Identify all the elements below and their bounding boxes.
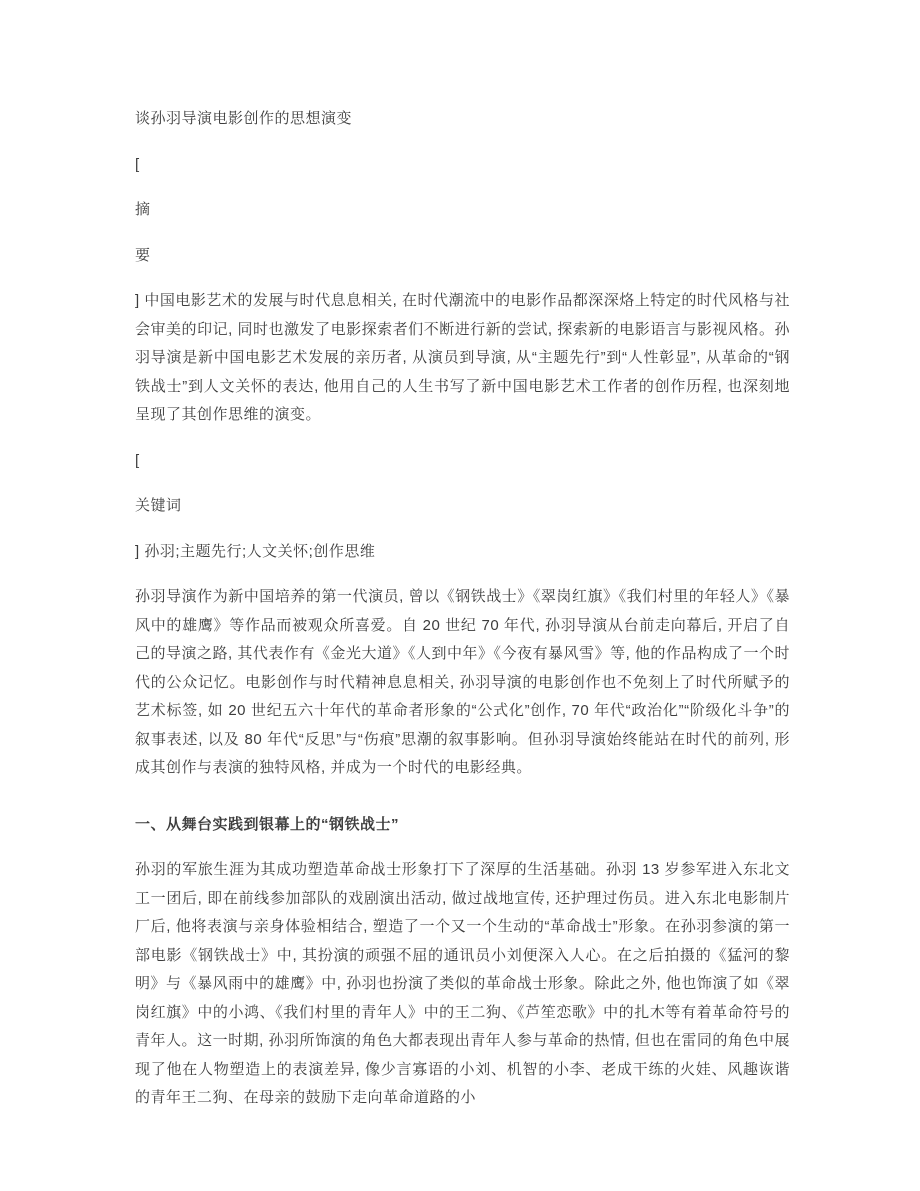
abstract-text: ] 中国电影艺术的发展与时代息息相关, 在时代潮流中的电影作品都深深烙上特定的时代风格与社会审美的印记, 同时也激发了电影探索者们不断进行新的尝试, 探索新的电影语言与影视风格。孙羽导演是新中国电影艺术发展的亲历者, 从演员到导演, 从“主题先行”到“人性彰显”, 从革命的“钢铁战士”到人文关怀的表达, 他用自己的人生书写了新中国电影艺术工作者的创作历程, 也深刻地呈现了其创作思维的演变。 (135, 292, 790, 423)
abstract-label-char-1: 摘 (135, 201, 151, 218)
abstract-label-char-2: 要 (135, 246, 151, 264)
section-1-paragraph: 孙羽的军旅生涯为其成功塑造革命战士形象打下了深厚的生活基础。孙羽 13 岁参军进入东北文工一团后, 即在前线参加部队的戏剧演出活动, 做过战地宣传, 还护理过伤员。进入东北电影制片厂后, 他将表演与亲身体验相结合, 塑造了一个又一个生动的“革命战士”形象。在孙羽参演的第一部电影《钢铁战士》中, 其扮演的顽强不屈的通讯员小刘便深入人心。在之后拍摄的《猛河的黎明》与《暴风雨中的雄鹰》中, 孙羽也扮演了类似的革命战士形象。除此之外, 他也饰演了如《翠岗红旗》中的小鸿、《我们村里的青年人》中的王二狗、《芦笙恋歌》中的扎木等有着革命符号的青年人。这一时期, 孙羽所饰演的角色大都表现出青年人参与革命的热情, 但也在雷同的角色中展现了他在人物塑造上的表演差异, 像少言寡语的小刘、机智的小李、老成干练的火娃、风趣诙谐的青年王二狗、在母亲的鼓励下走向革命道路的小 (135, 861, 790, 1106)
section-1-heading: 一、从舞台实践到银幕上的“钢铁战士” (135, 815, 400, 833)
keywords-text: ] 孙羽;主题先行;人文关怀;创作思维 (135, 542, 376, 560)
document-title: 谈孙羽导演电影创作的思想演变 (135, 110, 353, 127)
keywords-open-bracket: [ (135, 451, 140, 469)
keywords-label: 关键词 (135, 497, 182, 514)
intro-paragraph: 孙羽导演作为新中国培养的第一代演员, 曾以《钢铁战士》《翠岗红旗》《我们村里的年轻人》《暴风中的雄鹰》等作品而被观众所喜爱。自 20 世纪 70 年代, 孙羽导演从台前走向幕后, 开启了自己的导演之路, 其代表作有《金光大道》《人到中年》《今夜有暴风雪》等, 他的作品构成了一个时代的公众记忆。电影创作与时代精神息息相关, 孙羽导演的电影创作也不免刻上了时代所赋予的艺术标签, 如 20 世纪五六十年代的革命者形象的“公式化”创作, 70 年代“政治化”“阶级化斗争”的叙事表述, 以及 80 年代“反思”与“伤痕”思潮的叙事影响。但孙羽导演始终能站在时代的前列, 形成其创作与表演的独特风格, 并成为一个时代的电影经典。 (135, 588, 790, 776)
abstract-open-bracket: [ (135, 155, 140, 173)
